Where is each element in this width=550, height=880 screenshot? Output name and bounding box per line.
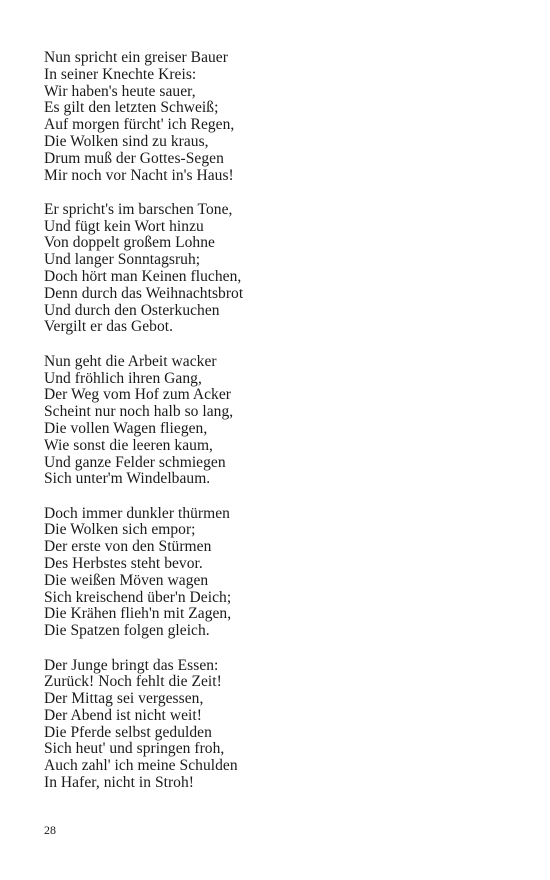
page-number: 28	[44, 823, 56, 837]
verse-line: Er spricht's im barschen Tone,	[44, 200, 233, 218]
verse-line: Der Abend ist nicht weit!	[44, 706, 202, 724]
verse-line: Sich heut' und springen froh,	[44, 740, 225, 758]
verse-line: Der Junge bringt das Essen:	[44, 656, 219, 674]
verse-line: Des Herbstes steht bevor.	[44, 555, 203, 573]
verse-line: Und fügt kein Wort hinzu	[44, 217, 204, 235]
verse-line: Die Krähen flieh'n mit Zagen,	[44, 605, 232, 623]
verse-line: Doch hört man Keinen fluchen,	[44, 268, 242, 286]
verse-line: Die Spatzen folgen gleich.	[44, 622, 210, 640]
verse-line: Und ganze Felder schmiegen	[44, 453, 226, 471]
verse-line: Doch immer dunkler thürmen	[44, 504, 230, 522]
verse-line: Vergilt er das Gebot.	[44, 318, 174, 336]
verse-line: In seiner Knechte Kreis:	[44, 65, 197, 83]
verse-line: Auf morgen fürcht' ich Regen,	[44, 116, 235, 134]
verse-line: Die vollen Wagen fliegen,	[44, 419, 208, 437]
verse-line: Auch zahl' ich meine Schulden	[44, 757, 238, 775]
verse-line: Sich unter'm Windelbaum.	[44, 470, 211, 488]
verse-line: Nun spricht ein greiser Bauer	[44, 49, 228, 66]
stanza-3	[44, 354, 524, 488]
verse-line: Es gilt den letzten Schweiß;	[44, 99, 219, 117]
verse-line: Zurück! Noch fehlt die Zeit!	[44, 673, 222, 691]
verse-line: Die Pferde selbst gedulden	[44, 723, 212, 741]
stanza-5	[44, 658, 524, 792]
verse-line: Die weißen Möven wagen	[44, 571, 209, 589]
stanza-4	[44, 506, 524, 640]
stanza-2	[44, 202, 524, 336]
verse-line: In Hafer, nicht in Stroh!	[44, 774, 194, 792]
verse-line: Von doppelt großem Lohne	[44, 234, 215, 252]
verse-line: Die Wolken sich empor;	[44, 521, 196, 539]
verse-line: Nun geht die Arbeit wacker	[44, 352, 217, 370]
verse-line: Und fröhlich ihren Gang,	[44, 369, 202, 387]
verse-line: Mir noch vor Nacht in's Haus!	[44, 166, 234, 184]
verse-line: Denn durch das Weihnachtsbrot	[44, 284, 244, 302]
verse-line: Die Wolken sind zu kraus,	[44, 132, 209, 150]
verse-line: Der Weg vom Hof zum Acker	[44, 386, 231, 404]
verse-line: Der erste von den Stürmen	[44, 538, 212, 556]
verse-line: Sich kreischend über'n Deich;	[44, 588, 232, 606]
verse-line: Und langer Sonntagsruh;	[44, 251, 201, 269]
verse-line: Der Mittag sei vergessen,	[44, 690, 204, 708]
verse-line: Scheint nur noch halb so lang,	[44, 403, 234, 421]
stanza-1	[44, 50, 524, 184]
verse-line: Drum muß der Gottes-Segen	[44, 149, 224, 167]
verse-line: Wie sonst die leeren kaum,	[44, 436, 213, 454]
verse-line: Und durch den Osterkuchen	[44, 301, 220, 319]
verse-line: Wir haben's heute sauer,	[44, 82, 196, 100]
poem-text	[44, 50, 524, 809]
